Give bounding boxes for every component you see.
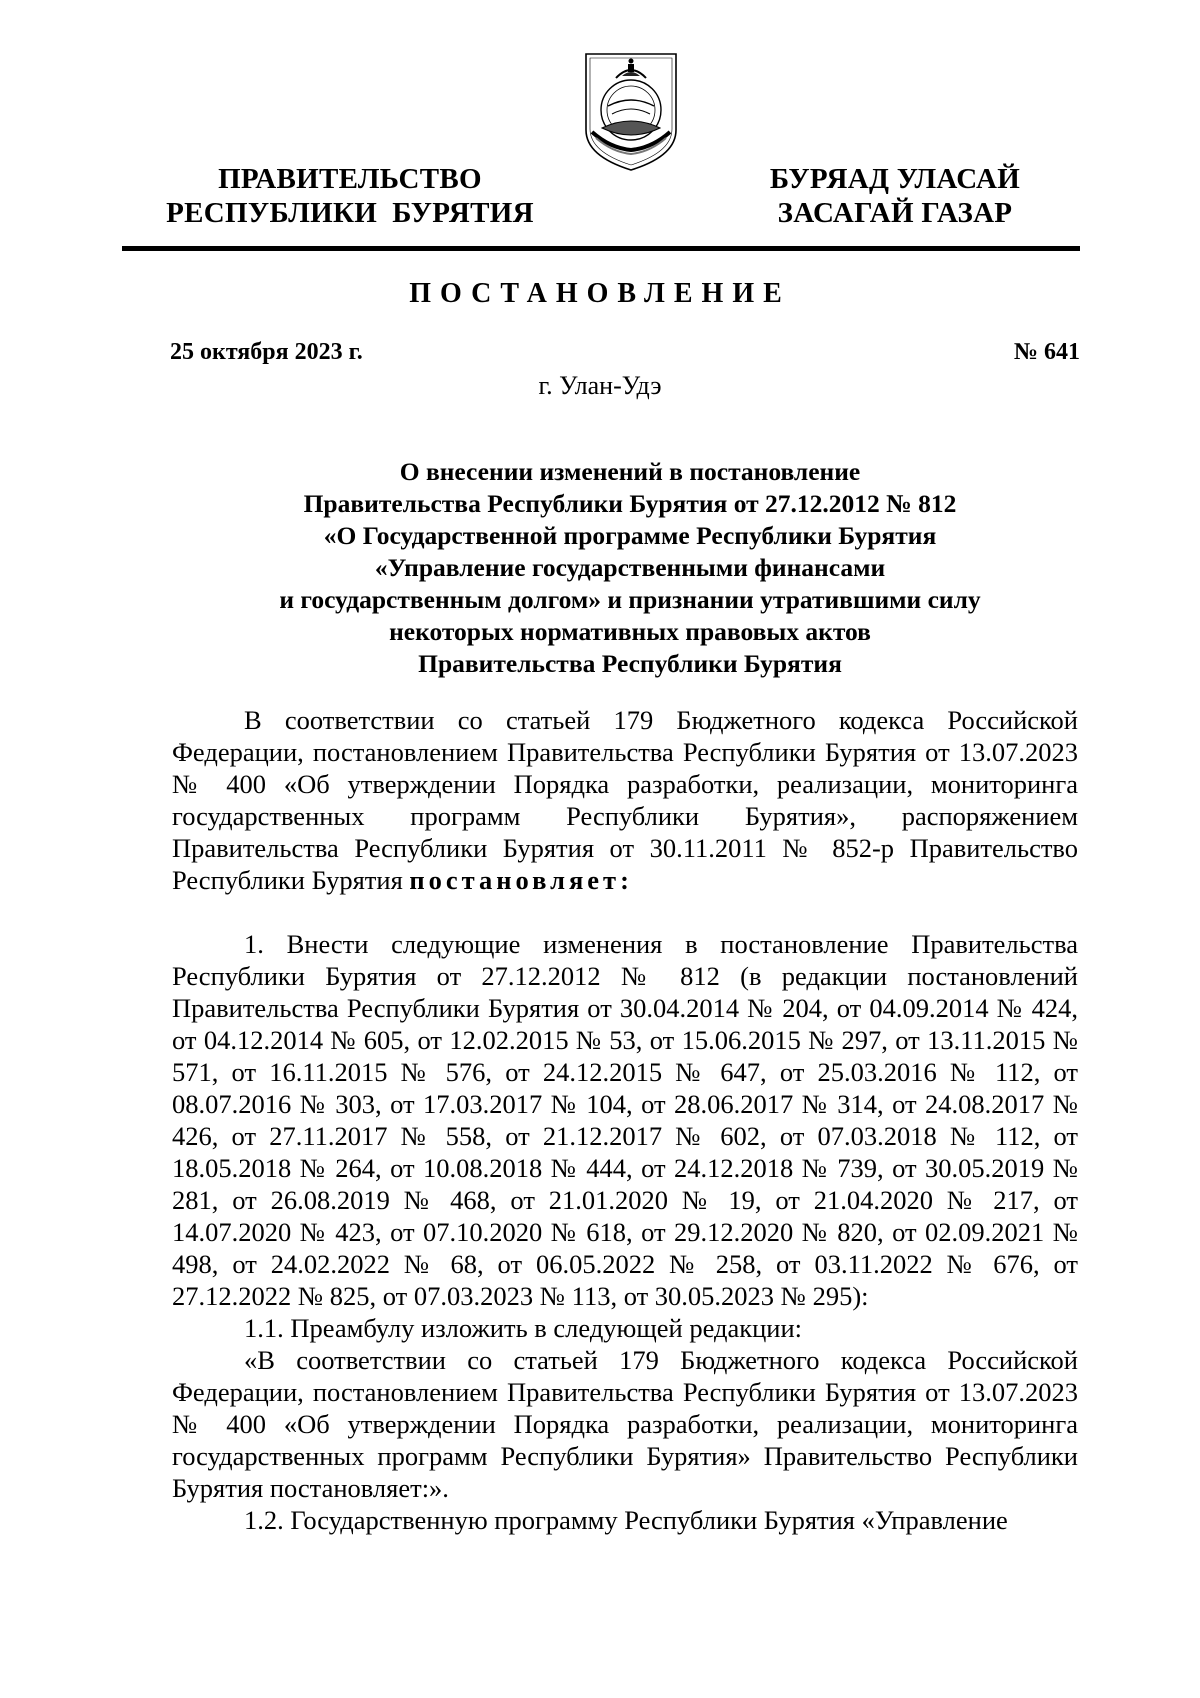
title-line: Правительства Республики Бурятия от 27.12.2012 № 812 — [303, 489, 957, 518]
document-city: г. Улан-Удэ — [538, 371, 662, 400]
title-line: О внесении изменений в постановление — [399, 457, 861, 486]
item-1-2-paragraph: 1.2. Государственную программу Республики Бурятия «Управление — [244, 1505, 1008, 1535]
item-1-1-paragraph: 1.1. Преамбулу изложить в следующей редакции: — [244, 1313, 803, 1343]
preamble-action: постановляет: — [409, 865, 633, 895]
government-name-russian-line1: ПРАВИТЕЛЬСТВО — [218, 163, 482, 195]
government-name-russian — [160, 162, 540, 230]
title-line: некоторых нормативных правовых актов — [389, 617, 871, 646]
document-body — [172, 704, 1078, 1536]
header-divider — [122, 246, 1080, 251]
title-line: «О Государственной программе Республики Бурятия — [323, 521, 937, 550]
item-1-paragraph: 1. Внести следующие изменения в постановление Правительства Республики Бурятия от 27.12.2012 № 812 (в редакции постановлений Правительства Республики Бурятия от 30.04.2014 № 204, от 04.09.2014 № 424, от 04.12.2014 № 605, от 12.02.2015 № 53, от 15.06.2015 № 297, от 13.11.2015 № 571, от 16.11.2015 № 576, от 24.12.2015 № 647, от 25.03.2016 № 112, от 08.07.2016 № 303, от 17.03.2017 № 104, от 28.06.2017 № 314, от 24.08.2017 № 426, от 27.11.2017 № 558, от 21.12.2017 № 602, от 07.03.2018 № 112, от 18.05.2018 № 264, от 10.08.2018 № 444, от 24.12.2018 № 739, от 30.05.2019 № 281, от 26.08.2019 № 468, от 21.01.2020 № 19, от 21.04.2020 № 217, от 14.07.2020 № 423, от 07.10.2020 № 618, от 29.12.2020 № 820, от 02.09.2021 № 498, от 24.02.2022 № 68, от 06.05.2022 № 258, от 03.11.2022 № 676, от 27.12.2022 № 825, от 07.03.2023 № 113, от 30.05.2023 № 295): — [172, 929, 1078, 1311]
document-number: № 641 — [1013, 339, 1080, 365]
document-title — [200, 456, 1060, 680]
title-line: Правительства Республики Бурятия — [418, 649, 842, 678]
document-date: 25 октября 2023 г. — [170, 339, 363, 365]
coat-of-arms-emblem — [582, 52, 680, 172]
government-name-buryat-line1: БУРЯАД УЛАСАЙ — [769, 163, 1021, 195]
preamble-text: В соответствии со статьей 179 Бюджетного кодекса Российской Федерации, постановлением Правительства Республики Бурятия от 13.07.2023 № 400 «Об утверждении Порядка разработки, реализации, мониторинга государственных программ Республики Бурятия», распоряжением Правительства Республики Бурятия от 30.11.2011 № 852-р Правительство Республики Бурятия — [172, 705, 1078, 895]
preamble-paragraph — [172, 704, 1078, 896]
item-1-1-quote-paragraph: «В соответствии со статьей 179 Бюджетного кодекса Российской Федерации, постановлением Правительства Республики Бурятия от 13.07.2023 № 400 «Об утверждении Порядка разработки, реализации, мониторинга государственных программ Республики Бурятия» Правительство Республики Бурятия постановляет:». — [172, 1345, 1078, 1503]
title-line: и государственным долгом» и признании утратившими силу — [279, 585, 981, 614]
government-name-buryat — [755, 162, 1035, 230]
government-name-russian-line2: РЕСПУБЛИКИ БУРЯТИЯ — [166, 197, 534, 229]
document-type: ПОСТАНОВЛЕНИЕ — [409, 278, 791, 309]
title-line: «Управление государственными финансами — [374, 553, 886, 582]
government-name-buryat-line2: ЗАСАГАЙ ГАЗАР — [777, 197, 1013, 229]
